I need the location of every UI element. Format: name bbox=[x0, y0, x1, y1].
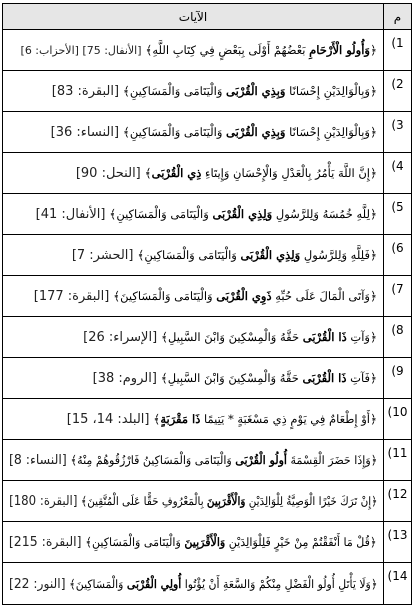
verse-keyword: أُولِي الْقُرْبَى bbox=[126, 576, 181, 591]
verse-cell bbox=[3, 30, 383, 70]
verse-text-after: وَالْيَتَامَى وَالْمَسَاكِينَ bbox=[120, 288, 217, 303]
close-bracket: ﴾ bbox=[113, 288, 121, 303]
row-number: 4) bbox=[383, 153, 411, 193]
verse-text-after: وَالْيَتَامَى وَالْمَسَاكِينِ bbox=[129, 83, 227, 98]
close-bracket: ﴾ bbox=[122, 83, 130, 98]
table-row bbox=[3, 71, 411, 112]
verse-reference: [الروم: 38] bbox=[92, 370, 157, 386]
close-bracket: ﴾ bbox=[122, 124, 130, 139]
row-number: 1) bbox=[383, 30, 411, 70]
verse-reference: [البقرة: 177] bbox=[33, 288, 110, 304]
close-bracket: ﴾ bbox=[109, 206, 117, 221]
table-header bbox=[3, 4, 411, 30]
verse-cell bbox=[3, 522, 383, 562]
table-row bbox=[3, 235, 411, 276]
verse-cell bbox=[3, 563, 383, 605]
row-number: 9) bbox=[383, 358, 411, 398]
verse-text-before: أَوْ إِطْعَامٌ فِي يَوْمٍ ذِي مَسْغَبَةٍ * يَتِيمًا bbox=[200, 411, 370, 426]
verse-reference: [البقرة: 83] bbox=[51, 83, 120, 99]
verse-cell bbox=[3, 440, 383, 480]
row-number: 11) bbox=[383, 440, 411, 480]
verse-keyword: وَالْأَقْرَبِينَ bbox=[206, 493, 245, 508]
verse-text-before: قُلْ مَا أَنْفَقْتُمْ مِنْ خَيْرٍ فَلِلْوَالِدَيْنِ bbox=[225, 534, 371, 549]
verse-text-before: إِنَّ اللَّهَ يَأْمُرُ بِالْعَدْلِ وَالْإِحْسَانِ وَإِيتَاءِ bbox=[201, 165, 370, 180]
verse-reference: [النحل: 90] bbox=[75, 165, 141, 181]
verse-cell bbox=[3, 358, 383, 398]
verse-text-after: وَالْيَتَامَى وَالْمَسَاكِينِ bbox=[144, 247, 241, 262]
table-row bbox=[3, 30, 411, 71]
verse-text-before: وَبِالْوَالِدَيْنِ إِحْسَانًا bbox=[285, 83, 370, 98]
verse-cell bbox=[3, 194, 383, 234]
verse-reference: [النساء: 36] bbox=[50, 124, 120, 140]
table-row bbox=[3, 358, 411, 399]
open-bracket: ﴿ bbox=[370, 493, 377, 508]
open-bracket: ﴿ bbox=[370, 452, 377, 467]
table-row bbox=[3, 399, 411, 440]
verse-text-before: وَلَا يَأْتَلِ أُولُو الْفَضْلِ مِنْكُمْ وَالسَّعَةِ أَنْ يُؤْتُوا bbox=[180, 576, 371, 591]
verse-cell bbox=[3, 481, 383, 521]
close-bracket: ﴾ bbox=[69, 452, 77, 467]
table-row bbox=[3, 522, 411, 563]
verse-keyword: أُولُو الْقُرْبَى bbox=[234, 452, 287, 467]
verse-keyword: وَالْأَقْرَبِينَ bbox=[184, 534, 226, 549]
verse-keyword: وَبِذِي الْقُرْبَى bbox=[226, 124, 286, 139]
verse-cell bbox=[3, 112, 383, 152]
close-bracket: ﴾ bbox=[80, 493, 87, 508]
verse-cell bbox=[3, 71, 383, 111]
table-row bbox=[3, 194, 411, 235]
row-number: 13) bbox=[383, 522, 411, 562]
verse-text-before: وَآتَى الْمَالَ عَلَى حُبِّهِ bbox=[271, 288, 370, 303]
number-column-header: م bbox=[383, 4, 411, 29]
close-bracket: ﴾ bbox=[153, 411, 161, 426]
open-bracket: ﴿ bbox=[370, 534, 377, 549]
verse-text-after: حَقَّهُ وَالْمِسْكِينَ وَابْنَ السَّبِيلِ bbox=[167, 370, 303, 385]
table-row bbox=[3, 481, 411, 522]
verse-cell bbox=[3, 399, 383, 439]
verse-text-after: بَعْضُهُمْ أَوْلَى بِبَعْضٍ فِي كِتَابِ اللَّهِ bbox=[152, 42, 310, 57]
row-number: 6) bbox=[383, 235, 411, 275]
verse-text-after: حَقَّهُ وَالْمِسْكِينَ وَابْنَ السَّبِيلِ bbox=[168, 329, 303, 344]
verse-cell bbox=[3, 153, 383, 193]
verse-keyword: ذَا الْقُرْبَى bbox=[302, 329, 347, 344]
verse-keyword: ذَا مَقْرَبَةٍ bbox=[160, 411, 201, 426]
close-bracket: ﴾ bbox=[144, 165, 152, 180]
table-row bbox=[3, 112, 411, 153]
row-number: 10) bbox=[383, 399, 411, 439]
open-bracket: ﴿ bbox=[369, 247, 377, 262]
open-bracket: ﴿ bbox=[369, 411, 377, 426]
open-bracket: ﴿ bbox=[369, 83, 377, 98]
verse-text-after: وَالْيَتَامَى وَالْمَسَاكِينِ bbox=[92, 534, 185, 549]
close-bracket: ﴾ bbox=[160, 370, 168, 385]
verse-cell bbox=[3, 276, 383, 316]
open-bracket: ﴿ bbox=[369, 206, 377, 221]
open-bracket: ﴿ bbox=[369, 329, 377, 344]
verse-reference: [البقرة: 180] bbox=[8, 493, 77, 509]
open-bracket: ﴿ bbox=[369, 165, 377, 180]
verse-text-before: فَآتِ bbox=[346, 370, 370, 385]
verse-text-after: بِالْمَعْرُوفِ حَقًّا عَلَى الْمُتَّقِينَ bbox=[86, 493, 207, 508]
verse-keyword: ذَا الْقُرْبَى bbox=[302, 370, 347, 385]
open-bracket: ﴿ bbox=[369, 370, 377, 385]
verse-reference: [الأنفال: 75] [الأحزاب: 6] bbox=[20, 43, 142, 57]
row-number: 5) bbox=[383, 194, 411, 234]
verse-text-after: وَالْيَتَامَى وَالْمَسَاكِينِ bbox=[129, 124, 227, 139]
close-bracket: ﴾ bbox=[85, 534, 93, 549]
verse-reference: [الأنفال: 41] bbox=[35, 206, 106, 222]
verse-text-before: إِنْ تَرَكَ خَيْرًا الْوَصِيَّةُ لِلْوَالِدَيْنِ bbox=[244, 493, 371, 508]
verse-cell bbox=[3, 235, 383, 275]
table-row bbox=[3, 153, 411, 194]
verse-reference: [النساء: 8] bbox=[8, 452, 67, 468]
verse-reference: [البقرة: 215] bbox=[9, 534, 82, 550]
close-bracket: ﴾ bbox=[160, 329, 168, 344]
close-bracket: ﴾ bbox=[145, 42, 153, 57]
row-number: 7) bbox=[383, 276, 411, 316]
verse-text-after: وَالْيَتَامَى وَالْمَسَاكِينُ فَارْزُقُوهُمْ مِنْهُ bbox=[76, 452, 235, 467]
verse-text-after: وَالْيَتَامَى وَالْمَسَاكِينِ bbox=[116, 206, 213, 221]
verses-table bbox=[2, 3, 412, 605]
verse-text-before: وَآتِ bbox=[346, 329, 370, 344]
table-row bbox=[3, 563, 411, 605]
verse-text-before: وَبِالْوَالِدَيْنِ إِحْسَانًا bbox=[285, 124, 370, 139]
verse-reference: [النور: 22] bbox=[8, 576, 66, 592]
verse-keyword: ذِي الْقُرْبَى bbox=[151, 165, 202, 180]
open-bracket: ﴿ bbox=[369, 42, 377, 57]
verse-keyword: ذَوِي الْقُرْبَى bbox=[216, 288, 272, 303]
verse-reference: [البلد: 14، 15] bbox=[66, 411, 150, 427]
row-number: 3) bbox=[383, 112, 411, 152]
open-bracket: ﴿ bbox=[369, 288, 377, 303]
verse-text-before: وَإِذَا حَضَرَ الْقِسْمَةَ bbox=[286, 452, 371, 467]
verse-keyword: وَأُولُو الْأَرْحَامِ bbox=[309, 42, 370, 57]
verse-keyword: وَلِذِي الْقُرْبَى bbox=[240, 247, 301, 262]
verse-text-before: لِلَّهِ خُمُسَهُ وَلِلرَّسُولِ bbox=[272, 206, 370, 221]
close-bracket: ﴾ bbox=[137, 247, 145, 262]
verse-keyword: وَلِذِي الْقُرْبَى bbox=[212, 206, 273, 221]
verse-cell bbox=[3, 317, 383, 357]
table-row bbox=[3, 276, 411, 317]
verses-column-header: الآيات bbox=[178, 9, 208, 24]
verse-keyword: وَبِذِي الْقُرْبَى bbox=[226, 83, 286, 98]
row-number: 14) bbox=[383, 563, 411, 605]
row-number: 2) bbox=[383, 71, 411, 111]
verse-reference: [الحشر: 7] bbox=[71, 247, 134, 263]
open-bracket: ﴿ bbox=[370, 576, 377, 591]
verse-reference: [الإسراء: 26] bbox=[83, 329, 158, 345]
row-number: 8) bbox=[383, 317, 411, 357]
table-row bbox=[3, 317, 411, 358]
row-number: 12) bbox=[383, 481, 411, 521]
open-bracket: ﴿ bbox=[369, 124, 377, 139]
verse-text-after: وَالْمَسَاكِينَ bbox=[75, 576, 127, 591]
close-bracket: ﴾ bbox=[68, 576, 76, 591]
table-row bbox=[3, 440, 411, 481]
verse-text-before: فَلِلَّهِ وَلِلرَّسُولِ bbox=[300, 247, 370, 262]
